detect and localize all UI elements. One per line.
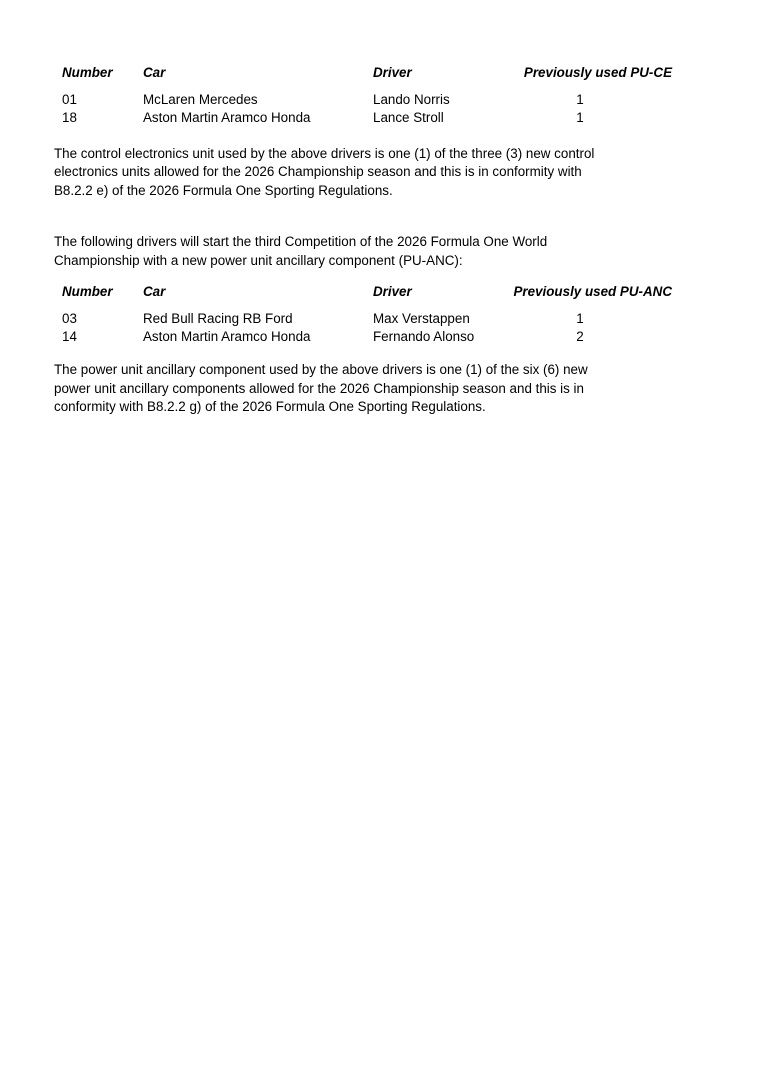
column-header-number: Number (62, 283, 113, 299)
column-header-number: Number (62, 65, 113, 80)
cell-car: Red Bull Racing RB Ford (143, 310, 293, 326)
cell-previously-used: 2 (576, 328, 584, 344)
pu-ce-conformity-paragraph: The control electronics unit used by the above drivers is one (1) of the three (3) new control electronics units allowed for the 2026 Championship season and this is in conformity with B8.2.2 e) of the 2026 Formula One Sporting Regulations. (54, 145, 595, 198)
cell-number: 18 (62, 110, 77, 126)
column-header-driver: Driver (373, 65, 412, 80)
column-header-driver: Driver (373, 283, 412, 299)
cell-previously-used: 1 (576, 92, 584, 107)
cell-car: McLaren Mercedes (143, 92, 258, 107)
cell-number: 14 (62, 328, 77, 344)
table-row (62, 310, 672, 328)
table-row (62, 91, 672, 109)
pu-anc-intro-paragraph: The following drivers will start the third Competition of the 2026 Formula One World Championship with a new power unit ancillary component (PU-ANC): (54, 234, 548, 268)
cell-previously-used: 1 (576, 310, 584, 326)
cell-driver: Max Verstappen (373, 310, 470, 326)
column-header-previously-used-pu-anc: Previously used PU-ANC (513, 283, 672, 299)
cell-car: Aston Martin Aramco Honda (143, 328, 311, 344)
cell-number: 01 (62, 92, 77, 107)
cell-driver: Fernando Alonso (373, 328, 475, 344)
pu-ce-table-header-row (62, 65, 672, 80)
pu-ce-table (62, 65, 672, 128)
column-header-car: Car (143, 283, 166, 299)
document-page (54, 65, 684, 417)
cell-number: 03 (62, 310, 77, 326)
column-header-previously-used-pu-ce: Previously used PU-CE (523, 65, 672, 80)
pu-anc-table (62, 284, 672, 347)
table-row (62, 109, 672, 127)
pu-anc-table-header-row (62, 284, 672, 299)
column-header-car: Car (143, 65, 166, 80)
cell-driver: Lando Norris (373, 92, 450, 107)
cell-car: Aston Martin Aramco Honda (143, 110, 311, 126)
table-row (62, 328, 672, 346)
cell-previously-used: 1 (576, 110, 584, 126)
pu-anc-conformity-paragraph: The power unit ancillary component used by the above drivers is one (1) of the six (6) new power unit ancillary components allowed for the 2026 Championship season and this is in conformity with B8.2.2 g) of the 2026 Formula One Sporting Regulations. (54, 362, 588, 415)
cell-driver: Lance Stroll (373, 110, 444, 126)
